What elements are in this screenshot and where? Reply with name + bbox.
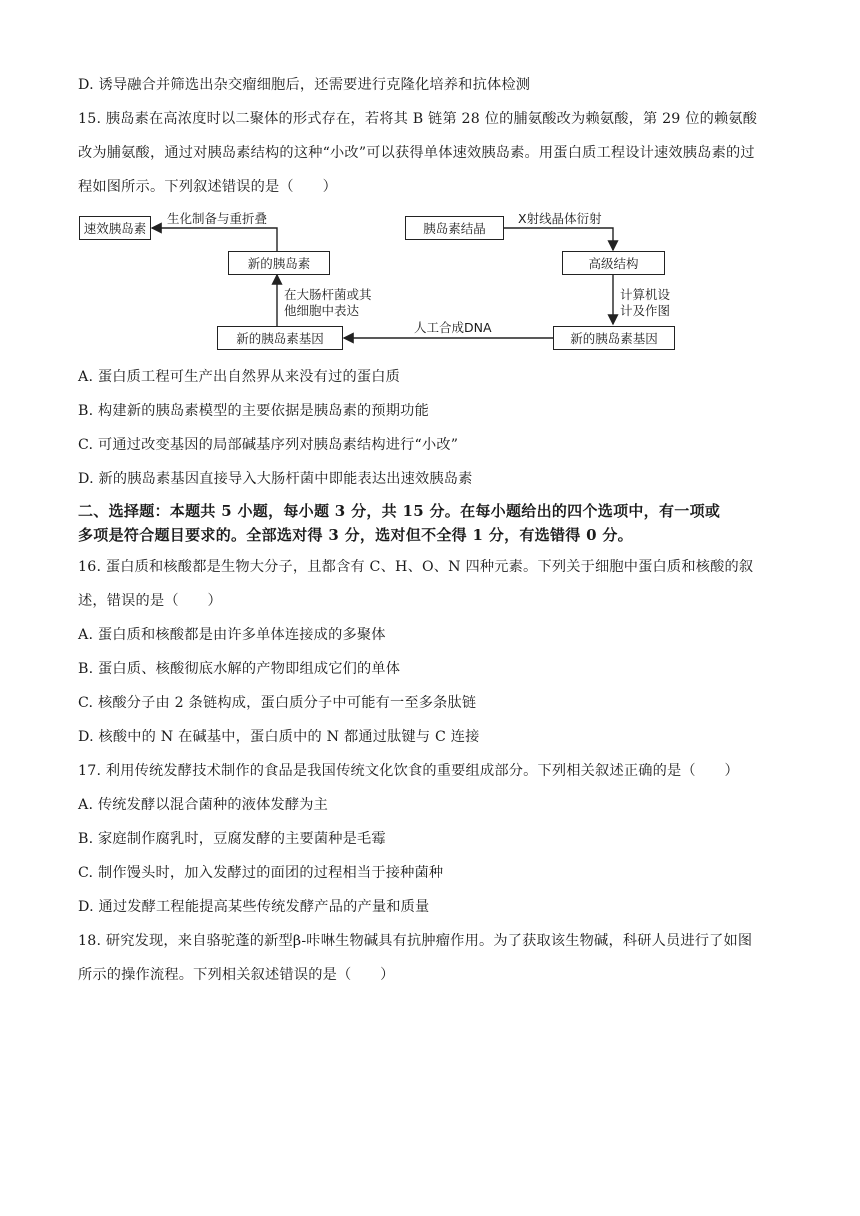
q18-stem-line-2: 所示的操作流程。下列相关叙述错误的是（ ） [78, 967, 395, 983]
arrow-xray [504, 228, 613, 250]
q16-stem-line-2: 述，错误的是（ ） [78, 593, 222, 609]
box-new-gene-right: 新的胰岛素基因 [553, 326, 675, 350]
arrow-biochem [152, 228, 277, 251]
label-dna: 人工合成DNA [414, 320, 492, 335]
q17-option-c: C. 制作馒头时，加入发酵过的面团的过程相当于接种菌种 [78, 865, 444, 881]
label-biochem: 生化制备与重折叠 [167, 211, 268, 226]
label-computer-line-1: 计算机设 [620, 287, 671, 302]
q16-option-d: D. 核酸中的 N 在碱基中，蛋白质中的 N 都通过肽键与 C 连接 [78, 729, 480, 745]
section-2-heading-line-1: 二、选择题：本题共 5 小题，每小题 3 分，共 15 分。在每小题给出的四个选项中，有一项或 [78, 502, 721, 520]
q16-option-c: C. 核酸分子由 2 条链构成，蛋白质分子中可能有一至多条肽链 [78, 695, 477, 711]
q15-stem-line-2: 改为脯氨酸，通过对胰岛素结构的这种“小改”可以获得单体速效胰岛素。用蛋白质工程设计速效胰岛素的过 [78, 145, 755, 161]
q17-stem: 17. 利用传统发酵技术制作的食品是我国传统文化饮食的重要组成部分。下列相关叙述正确的是（ ） [78, 763, 739, 779]
box-advanced-structure: 高级结构 [562, 251, 665, 275]
q15-option-c: C. 可通过改变基因的局部碱基序列对胰岛素结构进行“小改” [78, 437, 459, 453]
q17-option-b: B. 家庭制作腐乳时，豆腐发酵的主要菌种是毛霉 [78, 831, 386, 847]
section-2-heading-line-2: 多项是符合题目要求的。全部选对得 3 分，选对但不全得 1 分，有选错得 0 分。 [78, 526, 633, 544]
box-new-insulin: 新的胰岛素 [228, 251, 330, 275]
box-new-gene-left: 新的胰岛素基因 [217, 326, 343, 350]
box-insulin-crystal: 胰岛素结晶 [405, 216, 504, 240]
label-computer-line-2: 计及作图 [620, 303, 671, 318]
q15-stem-line-3: 程如图所示。下列叙述错误的是（ ） [78, 179, 337, 195]
q18-stem-line-1: 18. 研究发现，来自骆驼蓬的新型β-咔啉生物碱具有抗肿瘤作用。为了获取该生物碱，科研人员进行了如图 [78, 933, 753, 949]
q15-option-b: B. 构建新的胰岛素模型的主要依据是胰岛素的预期功能 [78, 403, 429, 419]
q17-option-d: D. 通过发酵工程能提高某些传统发酵产品的产量和质量 [78, 899, 430, 915]
label-express-line-2: 他细胞中表达 [284, 303, 360, 318]
q15-option-a: A. 蛋白质工程可生产出自然界从来没有过的蛋白质 [78, 369, 401, 385]
q14-option-d: D. 诱导融合并筛选出杂交瘤细胞后，还需要进行克隆化培养和抗体检测 [78, 77, 531, 93]
label-xray: X射线晶体衍射 [518, 211, 602, 226]
q16-option-a: A. 蛋白质和核酸都是由许多单体连接成的多聚体 [78, 627, 386, 643]
q16-stem-line-1: 16. 蛋白质和核酸都是生物大分子，且都含有 C、H、O、N 四种元素。下列关于细胞中蛋白质和核酸的叙 [78, 559, 754, 575]
q15-stem-line-1: 15. 胰岛素在高浓度时以二聚体的形式存在，若将其 B 链第 28 位的脯氨酸改为赖氨酸，第 29 位的赖氨酸 [78, 111, 758, 127]
diagram-arrows [0, 0, 860, 360]
box-fast-insulin: 速效胰岛素 [79, 216, 151, 240]
q16-option-b: B. 蛋白质、核酸彻底水解的产物即组成它们的单体 [78, 661, 401, 677]
q17-option-a: A. 传统发酵以混合菌种的液体发酵为主 [78, 797, 329, 813]
label-express-line-1: 在大肠杆菌或其 [284, 287, 372, 302]
q15-option-d: D. 新的胰岛素基因直接导入大肠杆菌中即能表达出速效胰岛素 [78, 471, 473, 487]
